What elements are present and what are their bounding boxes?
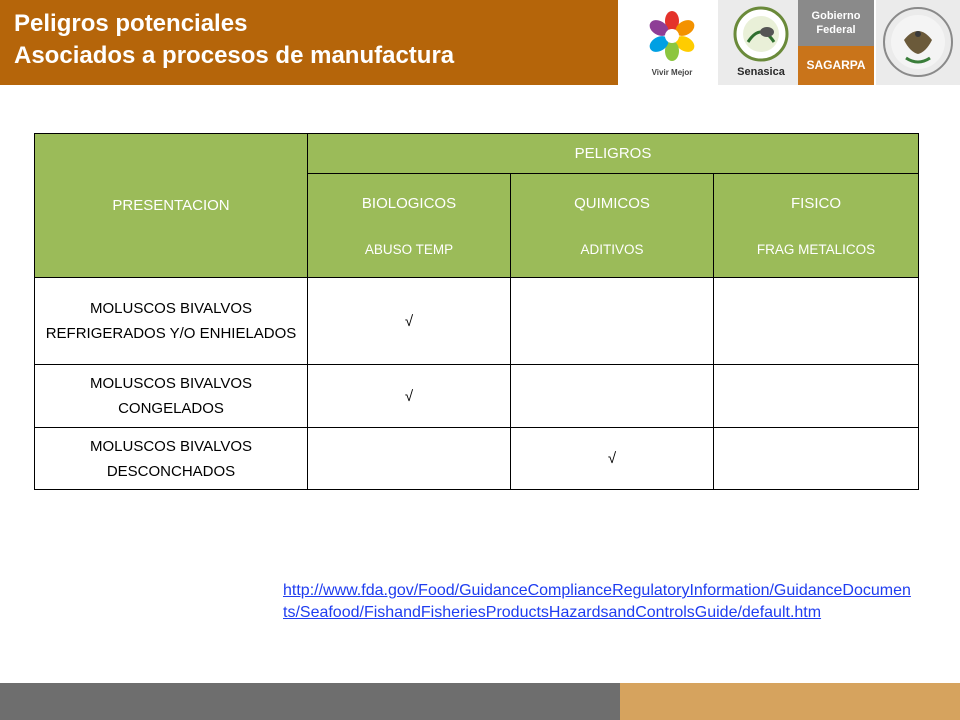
logo-strip: [618, 0, 960, 85]
vivir-mejor-logo: [630, 0, 714, 85]
footer-bar-gold: [620, 683, 960, 720]
flower-icon: [630, 4, 714, 66]
mexico-coat-of-arms-logo: [876, 0, 960, 85]
category-header-quimicos: [511, 174, 714, 278]
senasica-label: Senasica: [737, 66, 785, 78]
vivir-mejor-label: Vivir Mejor: [651, 68, 693, 77]
check-mark-cell: √: [308, 278, 511, 365]
category-sub: ADITIVOS: [580, 241, 644, 257]
table-row: [35, 365, 919, 428]
footer-bar-gray: [0, 683, 620, 720]
page-subtitle: Asociados a procesos de manufactura: [14, 42, 455, 69]
category-name: FISICO: [791, 194, 842, 212]
presentacion-header: PRESENTACION: [35, 134, 308, 278]
title-bar: [0, 0, 618, 85]
table-row: [35, 428, 919, 490]
row-label: MOLUSCOS BIVALVOS CONGELADOS: [35, 365, 308, 428]
gobierno-text: Gobierno: [811, 10, 861, 22]
senasica-seal-icon: [718, 2, 804, 66]
peligros-header: PELIGROS: [308, 134, 919, 174]
category-name: QUIMICOS: [574, 194, 650, 212]
category-sub: FRAG METALICOS: [756, 241, 876, 257]
check-mark-cell: [308, 428, 511, 490]
check-mark-cell: [714, 278, 919, 365]
category-sub: ABUSO TEMP: [364, 241, 454, 257]
eagle-seal-icon: [876, 0, 960, 85]
page-title: Peligros potenciales: [14, 10, 248, 37]
sagarpa-label: SAGARPA: [798, 46, 874, 85]
gobierno-federal-block: [798, 0, 874, 46]
check-mark-cell: [714, 365, 919, 428]
check-mark-cell: √: [511, 428, 714, 490]
senasica-logo: [718, 0, 804, 85]
row-label: MOLUSCOS BIVALVOS DESCONCHADOS: [35, 428, 308, 490]
category-header-biologicos: [308, 174, 511, 278]
check-mark-cell: √: [308, 365, 511, 428]
category-header-fisico: [714, 174, 919, 278]
federal-text: Federal: [816, 24, 856, 36]
table-row: [35, 278, 919, 365]
check-mark-cell: [714, 428, 919, 490]
check-mark-cell: [511, 365, 714, 428]
row-label: MOLUSCOS BIVALVOS REFRIGERADOS Y/O ENHIELADOS: [35, 278, 308, 365]
hazards-table: [34, 133, 919, 490]
reference-link[interactable]: http://www.fda.gov/Food/GuidanceComplianceRegulatoryInformation/GuidanceDocuments/Seafood/FishandFisheriesProductsHazardsandControlsGuide/default.htm: [283, 582, 911, 621]
check-mark-cell: [511, 278, 714, 365]
category-name: BIOLOGICOS: [361, 194, 457, 212]
gobierno-federal-logo: [798, 0, 874, 85]
